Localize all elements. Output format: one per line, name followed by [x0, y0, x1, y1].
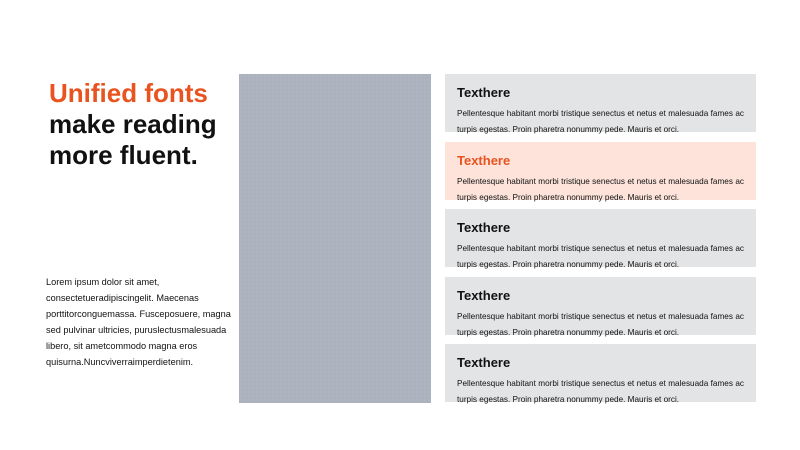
card-title: Texthere — [457, 153, 511, 168]
card-2-highlighted — [445, 142, 756, 200]
card-title: Texthere — [457, 85, 511, 100]
headline-rest: make reading more fluent. — [49, 109, 217, 170]
card-title: Texthere — [457, 288, 511, 303]
image-placeholder — [239, 74, 431, 403]
card-body: Pellentesque habitant morbi tristique senectus et netus et malesuada fames ac turpis egestas. Proin pharetra nonummy pede. Mauris et orci. — [457, 312, 744, 337]
card-title: Texthere — [457, 355, 511, 370]
body-text: Lorem ipsum dolor sit amet, consectetueradipiscingelit. Maecenas porttitorconguemassa. Fusceposuere, magna sed pulvinar ultricies, puruslectusmalesuada libero, sit ametcommodo magna eros quisurna.Nuncviverraimperdietenim. — [46, 277, 231, 367]
card-4 — [445, 277, 756, 335]
card-body: Pellentesque habitant morbi tristique senectus et netus et malesuada fames ac turpis egestas. Proin pharetra nonummy pede. Mauris et orci. — [457, 244, 744, 269]
card-5 — [445, 344, 756, 402]
card-body: Pellentesque habitant morbi tristique senectus et netus et malesuada fames ac turpis egestas. Proin pharetra nonummy pede. Mauris et orci. — [457, 109, 744, 134]
card-body: Pellentesque habitant morbi tristique senectus et netus et malesuada fames ac turpis egestas. Proin pharetra nonummy pede. Mauris et orci. — [457, 379, 744, 404]
card-1 — [445, 74, 756, 132]
card-title: Texthere — [457, 220, 511, 235]
headline — [49, 78, 239, 171]
card-body: Pellentesque habitant morbi tristique senectus et netus et malesuada fames ac turpis egestas. Proin pharetra nonummy pede. Mauris et orci. — [457, 177, 744, 202]
headline-accent: Unified fonts — [49, 78, 208, 108]
card-3 — [445, 209, 756, 267]
